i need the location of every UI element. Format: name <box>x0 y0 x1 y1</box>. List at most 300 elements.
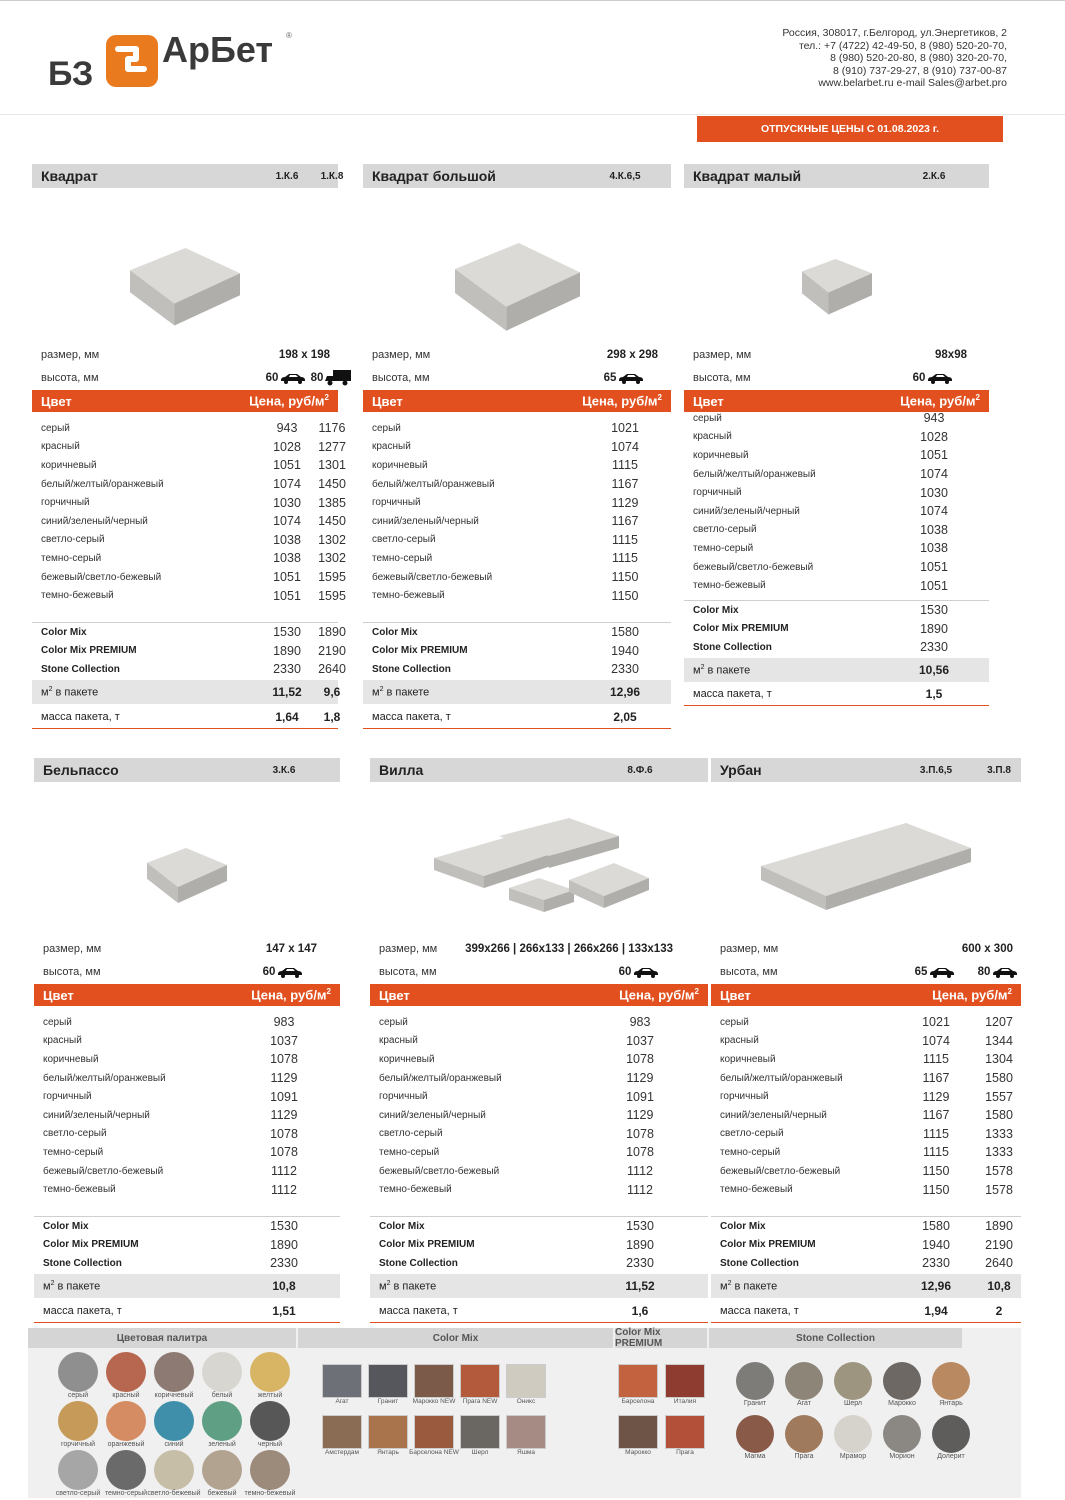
price-cell: 1038 <box>920 522 948 537</box>
color-name: синий/зеленый/черный <box>379 1109 486 1121</box>
color-price-list <box>34 1013 340 1199</box>
price-cell: 1078 <box>270 1145 298 1160</box>
height-row <box>370 961 708 983</box>
color-name: красный <box>41 441 80 453</box>
tile-swatch <box>322 1364 362 1398</box>
mix-name: Color Mix PREMIUM <box>379 1239 475 1251</box>
height-value: 60 <box>262 966 276 979</box>
product-name: Квадрат <box>41 168 98 184</box>
color-mix-premium-tile <box>657 1415 713 1456</box>
color-row <box>370 1180 708 1199</box>
product-image <box>34 818 340 938</box>
color-row <box>370 1032 708 1051</box>
height-label: высота, мм <box>41 372 99 384</box>
color-name: горчичный <box>41 497 90 509</box>
price-unit-sup: 2 <box>326 987 331 997</box>
stone-dot <box>834 1362 872 1400</box>
stone-collection-header: Stone Collection <box>709 1328 962 1348</box>
color-row <box>363 419 671 438</box>
color-row <box>34 1069 340 1088</box>
tile-label: Марокко NEW <box>412 1398 456 1405</box>
color-name: бежевый/светло-бежевый <box>372 571 493 583</box>
color-name: темно-серый <box>693 542 754 554</box>
pack-area-sup: 2 <box>386 1279 391 1287</box>
pack-mass-label: масса пакета, т <box>379 1304 458 1317</box>
price-cell: 1176 <box>318 421 346 436</box>
mix-price-list <box>370 1216 708 1273</box>
height-row <box>684 367 989 389</box>
tile-label: Амстердам <box>325 1449 359 1456</box>
mix-row <box>363 642 671 661</box>
mix-price-cell: 1940 <box>922 1237 950 1252</box>
color-name: темно-серый <box>43 1146 104 1158</box>
tile-swatch <box>665 1364 705 1398</box>
product-code: 3.К.6 <box>272 764 296 776</box>
mix-row <box>711 1254 1021 1273</box>
color-row <box>711 1162 1021 1181</box>
color-name: серый <box>41 422 70 434</box>
mix-row <box>711 1217 1021 1236</box>
product-code: 1.К.8 <box>320 170 344 182</box>
mix-price-cell: 2330 <box>626 1256 654 1271</box>
tile-label: Прага NEW <box>462 1398 498 1405</box>
mix-name: Color Mix <box>372 626 418 638</box>
color-name: серый <box>379 1016 408 1028</box>
price-cell: 1051 <box>273 458 301 473</box>
color-row <box>711 1143 1021 1162</box>
logo-prefix: БЗ <box>48 55 94 93</box>
pack-mass-row <box>34 1299 340 1323</box>
stone-label: Мрамор <box>839 1453 867 1460</box>
size-label: размер, мм <box>693 349 752 361</box>
price-cell: 1277 <box>318 439 346 454</box>
stone-collection-swatch <box>922 1362 980 1407</box>
stone-label: Янтарь <box>939 1400 963 1407</box>
mix-price-cell: 2330 <box>611 662 639 677</box>
pack-mass-value: 1,8 <box>323 709 341 724</box>
price-cell: 1030 <box>920 485 948 500</box>
mix-name: Color Mix <box>379 1220 425 1232</box>
price-cell: 1115 <box>923 1145 949 1160</box>
pack-area-value: 12,96 <box>609 685 641 699</box>
mix-price-cell: 1580 <box>611 625 639 640</box>
price-cell: 1028 <box>920 429 948 444</box>
tile-swatch <box>368 1364 408 1398</box>
color-mix-premium-header: Color Mix PREMIUM <box>615 1328 707 1348</box>
tile-swatch <box>414 1415 454 1449</box>
swatch-dot <box>106 1450 146 1490</box>
pack-mass-value: 1,6 <box>631 1303 649 1318</box>
price-cell: 1115 <box>612 532 638 547</box>
color-name: белый/желтый/оранжевый <box>41 478 164 490</box>
price-unit-label: Цена, руб/м <box>619 987 695 1003</box>
color-row <box>363 549 671 568</box>
price-cell: 1051 <box>273 588 301 603</box>
price-column-header <box>251 987 340 1002</box>
pack-mass-value: 2 <box>995 1303 1003 1318</box>
pack-mass-label: масса пакета, т <box>720 1304 799 1317</box>
color-name: темно-серый <box>41 552 102 564</box>
color-name: темно-серый <box>379 1146 440 1158</box>
swatch-dot <box>58 1401 98 1441</box>
color-column-header: Цвет <box>720 987 751 1003</box>
product-block <box>370 758 708 1328</box>
mix-name: Stone Collection <box>372 663 451 675</box>
price-cell: 983 <box>629 1015 651 1030</box>
mix-name: Color Mix PREMIUM <box>41 645 137 657</box>
color-row <box>711 1087 1021 1106</box>
product-code: 8.Ф.6 <box>627 764 653 776</box>
tile-swatch <box>665 1415 705 1449</box>
color-name: белый/желтый/оранжевый <box>43 1072 166 1084</box>
price-cell: 1074 <box>273 514 301 529</box>
color-row <box>34 1013 340 1032</box>
color-name: красный <box>372 441 411 453</box>
price-cell: 1051 <box>920 560 948 575</box>
mix-price-cell: 2640 <box>985 1256 1013 1271</box>
pack-area-unit: м <box>720 1280 728 1293</box>
price-unit-sup: 2 <box>324 393 329 403</box>
price-cell: 1030 <box>273 495 301 510</box>
color-row <box>711 1106 1021 1125</box>
price-cell: 1129 <box>270 1071 298 1086</box>
stone-dot <box>785 1415 823 1453</box>
color-name: темно-бежевый <box>693 580 766 592</box>
car-icon <box>992 966 1018 978</box>
pack-mass-label: масса пакета, т <box>372 710 451 723</box>
color-name: бежевый/светло-бежевый <box>379 1165 500 1177</box>
product-block <box>363 164 671 734</box>
mix-name: Stone Collection <box>720 1257 799 1269</box>
mix-price-list <box>32 622 346 679</box>
logo-registered: ® <box>286 31 292 40</box>
swatch-label: светло-бежевый <box>147 1490 201 1497</box>
pack-mass-label: масса пакета, т <box>41 710 120 723</box>
tile-label: Италия <box>673 1398 697 1405</box>
price-cell: 1037 <box>626 1033 654 1048</box>
car-icon <box>929 966 955 978</box>
color-row <box>711 1050 1021 1069</box>
color-name: светло-серый <box>720 1128 784 1140</box>
color-name: красный <box>379 1035 418 1047</box>
color-name: синий/зеленый/черный <box>693 505 800 517</box>
price-header <box>34 984 340 1006</box>
pack-area-text: в пакете <box>731 1280 778 1293</box>
pack-area-row <box>34 1274 340 1298</box>
product-title-bar <box>370 758 708 782</box>
color-name: горчичный <box>693 487 742 499</box>
color-name: коричневый <box>379 1053 435 1065</box>
pack-mass-value: 2,05 <box>613 709 637 724</box>
pack-area-value: 11,52 <box>272 685 302 699</box>
color-name: светло-серый <box>693 524 757 536</box>
pack-mass-value: 1,94 <box>924 1303 948 1318</box>
size-label: размер, мм <box>379 943 438 955</box>
height-cell <box>603 966 675 978</box>
price-unit-label: Цена, руб/м <box>900 393 976 409</box>
price-cell: 1344 <box>985 1033 1013 1048</box>
swatch-label: красный <box>112 1392 140 1399</box>
tile-swatch <box>460 1364 500 1398</box>
pack-mass-row <box>684 682 989 706</box>
color-row <box>32 475 346 494</box>
price-unit-sup: 2 <box>657 393 662 403</box>
pack-mass-value: 1,5 <box>925 686 943 701</box>
size-row <box>370 938 708 960</box>
tile-label: Барселона <box>621 1398 655 1405</box>
stone-dot <box>932 1362 970 1400</box>
height-value: 80 <box>977 966 991 979</box>
tile-swatch <box>414 1364 454 1398</box>
tile-label: Янтарь <box>377 1449 399 1456</box>
mix-row <box>370 1236 708 1255</box>
color-name: белый/желтый/оранжевый <box>379 1072 502 1084</box>
swatch-label: коричневый <box>154 1392 194 1399</box>
price-cell: 1115 <box>923 1126 949 1141</box>
mix-price-cell: 2640 <box>318 662 346 677</box>
mix-price-cell: 1890 <box>318 625 346 640</box>
pack-area-sup: 2 <box>48 685 53 693</box>
size-value: 98x98 <box>935 349 967 361</box>
color-row <box>32 419 346 438</box>
price-cell: 1167 <box>922 1108 950 1123</box>
height-label: высота, мм <box>720 966 778 978</box>
price-cell: 1595 <box>318 588 346 603</box>
product-name: Квадрат большой <box>372 168 496 184</box>
price-unit-label: Цена, руб/м <box>582 393 658 409</box>
height-value: 65 <box>603 372 617 385</box>
color-row <box>32 531 346 550</box>
product-block <box>32 164 346 734</box>
price-cell: 1304 <box>985 1052 1013 1067</box>
product-code: 1.К.6 <box>275 170 299 182</box>
pack-area-text: в пакете <box>383 686 430 699</box>
pack-area-unit: м <box>41 686 49 699</box>
mix-row <box>32 660 346 679</box>
height-label: высота, мм <box>43 966 101 978</box>
mix-row <box>684 620 989 639</box>
mix-name: Stone Collection <box>41 663 120 675</box>
price-cell: 1021 <box>611 421 639 436</box>
color-name: темно-бежевый <box>372 590 445 602</box>
mix-row <box>34 1254 340 1273</box>
car-icon <box>277 966 303 978</box>
pack-mass-label: масса пакета, т <box>693 687 772 700</box>
swatch-dot <box>58 1352 98 1392</box>
page-header <box>0 0 1065 115</box>
color-palette <box>28 1328 1021 1498</box>
height-cell <box>295 370 367 386</box>
color-row <box>684 576 989 595</box>
color-name: бежевый/светло-бежевый <box>43 1165 164 1177</box>
height-value: 80 <box>310 372 324 385</box>
mix-price-cell: 2330 <box>920 640 948 655</box>
mix-price-cell: 2190 <box>985 1237 1013 1252</box>
car-icon <box>633 966 659 978</box>
tile-label: Прага <box>676 1449 694 1456</box>
color-row <box>370 1162 708 1181</box>
price-cell: 1115 <box>612 458 638 473</box>
color-price-list <box>684 409 989 595</box>
price-cell: 1595 <box>318 570 346 585</box>
color-row <box>711 1013 1021 1032</box>
pack-mass-row <box>370 1299 708 1323</box>
swatch-dot <box>154 1401 194 1441</box>
price-cell: 1580 <box>985 1108 1013 1123</box>
color-row <box>684 446 989 465</box>
swatch-dot <box>202 1352 242 1392</box>
mix-name: Color Mix <box>43 1220 89 1232</box>
logo-name: АрБет <box>162 29 274 70</box>
height-row <box>711 961 1021 983</box>
price-cell: 1038 <box>273 551 301 566</box>
swatch-label: серый <box>67 1392 89 1399</box>
product-title-bar <box>34 758 340 782</box>
color-row <box>370 1087 708 1106</box>
color-name: красный <box>693 431 732 443</box>
color-row <box>684 558 989 577</box>
stone-label: Морион <box>889 1453 915 1460</box>
color-name: белый/желтый/оранжевый <box>720 1072 843 1084</box>
color-price-list <box>363 419 671 605</box>
price-header <box>363 390 671 412</box>
price-cell: 1115 <box>612 551 638 566</box>
color-swatch <box>238 1401 302 1448</box>
price-cell: 1167 <box>611 514 639 529</box>
price-cell: 1112 <box>627 1164 653 1179</box>
color-row <box>711 1032 1021 1051</box>
tile-swatch <box>460 1415 500 1449</box>
price-cell: 1112 <box>627 1182 653 1197</box>
price-header <box>32 390 338 412</box>
stone-dot <box>932 1415 970 1453</box>
car-icon <box>618 372 644 384</box>
mix-name: Color Mix PREMIUM <box>720 1239 816 1251</box>
palette-header: Цветовая палитра <box>28 1328 296 1348</box>
color-row <box>370 1106 708 1125</box>
price-cell: 1129 <box>270 1108 298 1123</box>
stone-label: Марокко <box>888 1400 916 1407</box>
pack-area-row <box>363 680 671 704</box>
price-column-header <box>582 393 671 408</box>
size-value: 198 x 198 <box>278 349 330 361</box>
price-cell: 1112 <box>271 1182 297 1197</box>
pack-area-unit: м <box>372 686 380 699</box>
stone-label: Гранит <box>743 1400 767 1407</box>
color-name: коричневый <box>693 449 749 461</box>
height-row <box>363 367 671 389</box>
color-name: коричневый <box>41 459 97 471</box>
price-cell: 1129 <box>922 1089 950 1104</box>
tile-swatch <box>368 1415 408 1449</box>
product-name: Вилла <box>379 762 424 778</box>
color-row <box>684 483 989 502</box>
mix-name: Color Mix PREMIUM <box>43 1239 139 1251</box>
price-cell: 1302 <box>318 551 346 566</box>
color-row <box>370 1143 708 1162</box>
swatch-label: светло-серый <box>55 1490 101 1497</box>
color-column-header: Цвет <box>43 987 74 1003</box>
mix-price-list <box>363 622 671 679</box>
tile-label: Гранит <box>377 1398 399 1405</box>
mix-price-cell: 1940 <box>611 643 639 658</box>
stone-dot <box>736 1362 774 1400</box>
swatch-label: бежевый <box>207 1490 237 1497</box>
color-name: белый/желтый/оранжевый <box>372 478 495 490</box>
tile-swatch <box>506 1415 546 1449</box>
mix-price-cell: 2330 <box>270 1256 298 1271</box>
color-mix-header: Color Mix <box>298 1328 613 1348</box>
pack-area-row <box>711 1274 1021 1298</box>
mix-row <box>684 601 989 620</box>
price-date-banner: ОТПУСКНЫЕ ЦЕНЫ С 01.08.2023 г. <box>697 116 1003 142</box>
color-name: серый <box>720 1016 749 1028</box>
color-name: темно-серый <box>720 1146 781 1158</box>
color-name: синий/зеленый/черный <box>372 515 479 527</box>
color-row <box>32 568 346 587</box>
color-row <box>711 1069 1021 1088</box>
color-row <box>32 512 346 531</box>
price-cell: 1333 <box>985 1126 1013 1141</box>
price-header <box>370 984 708 1006</box>
mix-price-cell: 1530 <box>920 603 948 618</box>
price-cell: 983 <box>273 1015 295 1030</box>
height-label: высота, мм <box>379 966 437 978</box>
pack-area-text: в пакете <box>52 686 99 699</box>
height-label: высота, мм <box>693 372 751 384</box>
swatch-label: темно-бежевый <box>244 1490 296 1497</box>
product-code: 2.К.6 <box>922 170 946 182</box>
size-label: размер, мм <box>43 943 102 955</box>
mix-price-cell: 2330 <box>922 1256 950 1271</box>
tile-label: Марокко <box>625 1449 651 1456</box>
pack-area-value: 10,56 <box>918 663 950 677</box>
contact-line: www.belarbet.ru e-mail Sales@arbet.pro <box>818 77 1007 89</box>
price-cell: 1078 <box>626 1126 654 1141</box>
color-name: горчичный <box>720 1091 769 1103</box>
product-title-bar <box>711 758 1021 782</box>
car-icon <box>927 372 953 384</box>
color-name: белый/желтый/оранжевый <box>693 468 816 480</box>
color-column-header: Цвет <box>372 393 403 409</box>
price-cell: 1074 <box>611 439 639 454</box>
mix-row <box>370 1254 708 1273</box>
tile-label: Шерл <box>471 1449 489 1456</box>
pack-area-value: 12,96 <box>920 1279 952 1293</box>
price-cell: 1129 <box>626 1071 654 1086</box>
pack-mass-value: 1,64 <box>275 709 299 724</box>
stone-dot <box>883 1362 921 1400</box>
mix-price-list <box>711 1216 1021 1273</box>
pack-area-unit: м <box>379 1280 387 1293</box>
product-image <box>370 808 708 938</box>
price-cell: 1051 <box>920 448 948 463</box>
price-cell: 1051 <box>273 570 301 585</box>
price-cell: 1115 <box>923 1052 949 1067</box>
height-cell <box>247 966 319 978</box>
stone-dot <box>785 1362 823 1400</box>
color-name: светло-серый <box>43 1128 107 1140</box>
pack-area-value: 10,8 <box>987 1279 1011 1293</box>
color-row <box>34 1125 340 1144</box>
color-name: светло-серый <box>372 534 436 546</box>
color-name: светло-серый <box>379 1128 443 1140</box>
stone-label: Прага <box>794 1453 814 1460</box>
swatch-dot <box>250 1352 290 1392</box>
color-row <box>363 586 671 605</box>
pack-area-sup: 2 <box>700 663 705 671</box>
price-unit-label: Цена, руб/м <box>932 987 1008 1003</box>
